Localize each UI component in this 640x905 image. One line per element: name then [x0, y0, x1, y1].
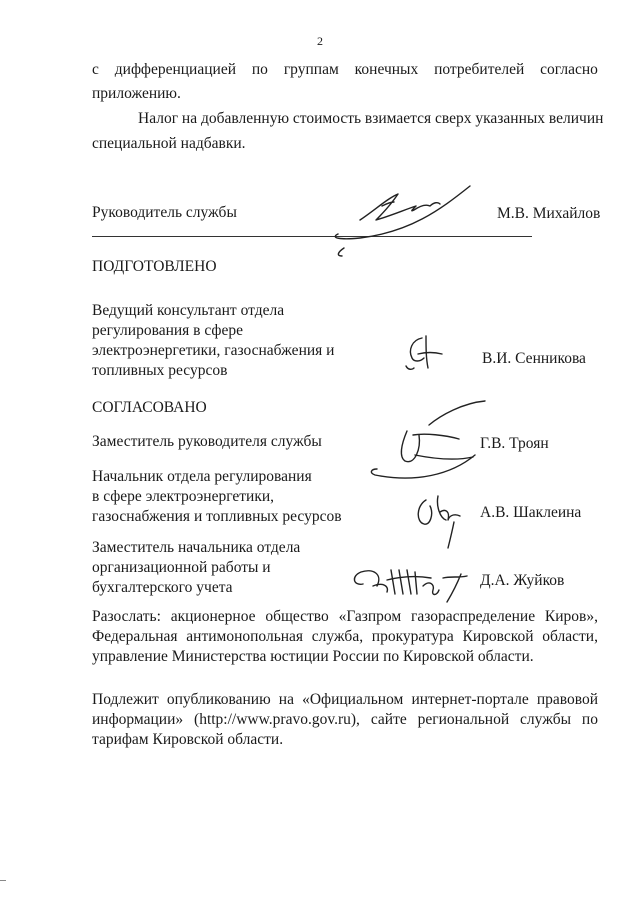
publication-word: «Официальном [302, 691, 404, 708]
intro-word: группам [283, 61, 339, 78]
signer-1-signature [355, 395, 495, 490]
publication-word: региональной [417, 711, 510, 728]
distribution-word: антимонопольная [186, 628, 304, 645]
publication-word: информации» [92, 711, 184, 728]
page-number: 2 [317, 34, 323, 48]
distribution-word: Федеральная [92, 628, 178, 645]
publication-line-2 [92, 710, 598, 730]
intro-word: конечных [354, 61, 419, 78]
signer-3-name: Д.А. Жуйков [480, 572, 565, 589]
prepared-signature [400, 332, 450, 374]
distribution-word: Кировской [462, 628, 534, 645]
distribution-line-3: управление Министерства юстиции России по Кировской области. [92, 648, 534, 665]
publication-word: сайте [370, 711, 407, 728]
prepared-position [92, 301, 334, 381]
position-line: газоснабжения и топливных ресурсов [92, 508, 342, 525]
publication-word: правовой [536, 691, 598, 708]
publication-word: по [581, 711, 598, 728]
distribution-word: газораспределение [411, 608, 536, 625]
signer-2-name: А.В. Шаклеина [480, 504, 582, 521]
position-line: бухгалтерского учета [92, 579, 233, 596]
head-signature [320, 180, 490, 260]
publication-line-3: тарифам Кировской области. [92, 731, 284, 748]
distribution-line-2 [92, 627, 598, 647]
publication-word: Подлежит [92, 691, 159, 708]
position-line: организационной работы и [92, 559, 271, 576]
signer-2-signature [410, 492, 470, 552]
distribution-word: «Газпром [338, 608, 402, 625]
publication-word: интернет-портале [411, 691, 529, 708]
intro-word: согласно [540, 61, 598, 78]
distribution-word: Киров», [544, 608, 598, 625]
head-title: Руководитель службы [92, 204, 237, 221]
agreed-heading: СОГЛАСОВАНО [92, 399, 207, 416]
publication-link[interactable]: (http://www.pravo.gov.ru), [194, 711, 360, 728]
distribution-word: Разослать: [92, 608, 161, 625]
distribution-line-1 [92, 607, 598, 627]
intro-word: с [92, 61, 99, 78]
intro-word: по [251, 61, 268, 78]
publication-word: опубликованию [166, 691, 271, 708]
publication-line-1 [92, 690, 598, 710]
vat-line-2: специальной надбавки. [92, 135, 246, 152]
intro-line-2: приложению. [92, 85, 181, 102]
distribution-word: прокуратура [371, 628, 454, 645]
intro-line-1 [92, 58, 598, 82]
signer-3-signature [343, 556, 473, 606]
intro-word: дифференциацией [114, 61, 236, 78]
position-line: Ведущий консультант отдела [92, 302, 285, 319]
position-line: Начальник отдела регулирования [92, 468, 312, 485]
distribution-word: общество [265, 608, 329, 625]
signer-2-position [92, 467, 342, 527]
position-line: топливных ресурсов [92, 362, 228, 379]
scan-edge-mark [0, 880, 6, 881]
vat-line-1: Налог на добавленную стоимость взимается сверх указанных величин [138, 110, 604, 127]
position-line: электроэнергетики, газоснабжения и [92, 342, 335, 359]
publication-word: службы [520, 711, 572, 728]
prepared-heading: ПОДГОТОВЛЕНО [92, 258, 217, 275]
distribution-word: области, [542, 628, 598, 645]
distribution-word: акционерное [170, 608, 256, 625]
position-line: Заместитель начальника отдела [92, 539, 301, 556]
publication-word: на [278, 691, 294, 708]
signer-1-name: Г.В. Троян [480, 435, 549, 452]
position-line: регулирования в сфере [92, 322, 243, 339]
position-line: в сфере электроэнергетики, [92, 488, 275, 505]
head-name: М.В. Михайлов [497, 205, 601, 222]
signer-1-position: Заместитель руководителя службы [92, 433, 322, 450]
signer-3-position [92, 538, 300, 598]
intro-word: потребителей [434, 61, 525, 78]
prepared-name: В.И. Сенникова [482, 350, 586, 367]
distribution-word: служба, [311, 628, 364, 645]
